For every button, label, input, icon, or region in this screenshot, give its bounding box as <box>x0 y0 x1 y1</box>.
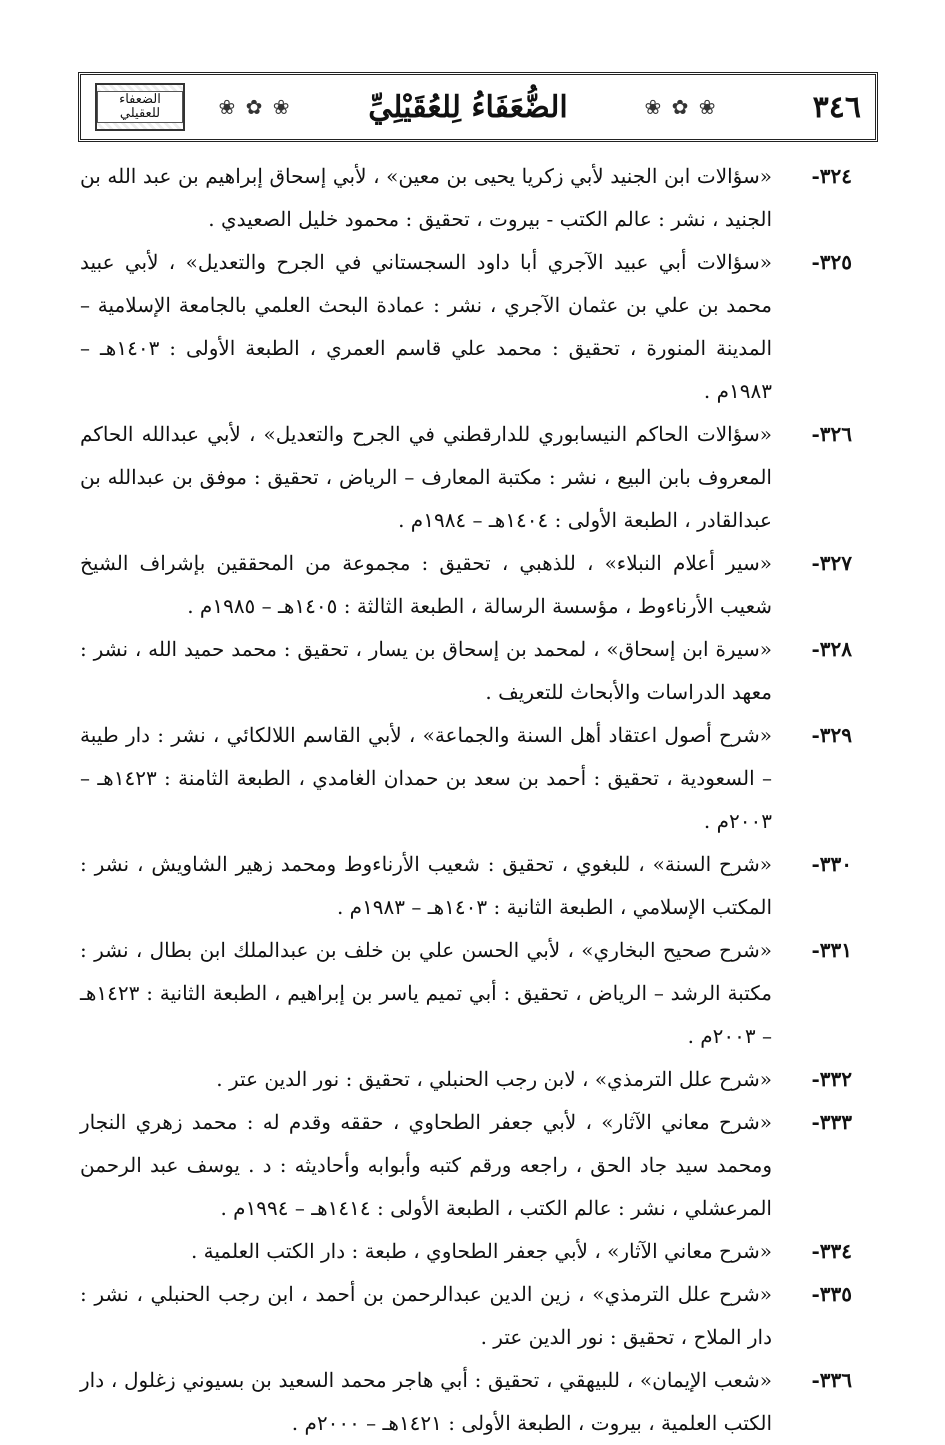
entry-text: «سيرة ابن إسحاق» ، لمحمد بن إسحاق بن يسار ، تحقيق : محمد حميد الله ، نشر : معهد الدراسات والأبحاث للتعريف . <box>80 637 772 704</box>
entry-number: ٣٢٥- <box>811 250 852 274</box>
entry-text: «شرح أصول اعتقاد أهل السنة والجماعة» ، لأبي القاسم اللالكائي ، نشر : دار طيبة – السعودية ، تحقيق : أحمد بن سعد بن حمدان الغامدي ، الطبعة الثامنة : ١٤٢٣هـ – ٢٠٠٣م . <box>80 723 772 833</box>
entry-number: ٣٢٤- <box>811 164 852 188</box>
entry-number: ٣٢٧- <box>811 551 852 575</box>
list-item <box>80 1359 850 1445</box>
entry-text: «شرح علل الترمذي» ، زين الدين عبدالرحمن بن أحمد ، ابن رجب الحنبلي ، نشر : دار الملاح ، تحقيق : نور الدين عتر . <box>80 1282 772 1349</box>
entry-text: «سؤالات أبي عبيد الآجري أبا داود السجستاني في الجرح والتعديل» ، لأبي عبيد محمد بن علي بن عثمان الآجري ، نشر : عمادة البحث العلمي بالجامعة الإسلامية – المدينة المنورة ، تحقيق : محمد علي قاسم العمري ، الطبعة الأولى : ١٤٠٣هـ – ١٩٨٣م . <box>80 250 773 403</box>
ornament-icon: ❀ ✿ ❀ <box>218 95 292 119</box>
book-emblem <box>95 83 185 131</box>
list-item <box>80 843 850 929</box>
entry-text: «سير أعلام النبلاء» ، للذهبي ، تحقيق : مجموعة من المحققين بإشراف الشيخ شعيب الأرناءوط ، مؤسسة الرسالة ، الطبعة الثالثة : ١٤٠٥هـ – ١٩٨٥م . <box>80 551 772 618</box>
entry-number: ٣٢٩- <box>811 723 852 747</box>
bibliography-list <box>80 155 850 1445</box>
list-item <box>80 714 850 843</box>
entry-number: ٣٣١- <box>811 938 852 962</box>
entry-text: «شرح صحيح البخاري» ، لأبي الحسن علي بن خلف بن عبدالملك ابن بطال ، نشر : مكتبة الرشد – الرياض ، تحقيق : أبي تميم ياسر بن إبراهيم ، الطبعة الثانية : ١٤٢٣هـ – ٢٠٠٣م . <box>80 938 772 1048</box>
entry-text: «شرح علل الترمذي» ، لابن رجب الحنبلي ، تحقيق : نور الدين عتر . <box>216 1067 772 1091</box>
entry-text: «شعب الإيمان» ، للبيهقي ، تحقيق : أبي هاجر محمد السعيد بن بسيوني زغلول ، دار الكتب العلمية ، بيروت ، الطبعة الأولى : ١٤٢١هـ – ٢٠٠٠م . <box>80 1368 772 1435</box>
list-item <box>80 1230 850 1273</box>
entry-number: ٣٢٦- <box>811 422 852 446</box>
page-number: ٣٤٦ <box>812 89 861 125</box>
list-item <box>80 241 850 413</box>
book-emblem-label: الضعفاء للعقيلي <box>97 91 183 123</box>
entry-text: «شرح معاني الآثار» ، لأبي جعفر الطحاوي ، طبعة : دار الكتب العلمية . <box>190 1239 772 1263</box>
list-item <box>80 542 850 628</box>
running-header <box>78 72 878 142</box>
page-title: الضُّعَفَاءُ لِلعُقَيْلِيِّ <box>368 89 568 125</box>
entry-number: ٣٣٥- <box>811 1282 852 1306</box>
entry-number: ٣٢٨- <box>811 637 852 661</box>
entry-number: ٣٣٢- <box>811 1067 852 1091</box>
entry-number: ٣٣٤- <box>811 1239 852 1263</box>
entry-text: «شرح السنة» ، للبغوي ، تحقيق : شعيب الأرناءوط ومحمد زهير الشاويش ، نشر : المكتب الإسلامي ، الطبعة الثانية : ١٤٠٣هـ – ١٩٨٣م . <box>80 852 772 919</box>
list-item <box>80 628 850 714</box>
list-item <box>80 413 850 542</box>
ornament-icon: ❀ ✿ ❀ <box>644 95 718 119</box>
entry-number: ٣٣٠- <box>811 852 852 876</box>
list-item <box>80 1101 850 1230</box>
entry-number: ٣٣٦- <box>811 1368 852 1392</box>
list-item <box>80 929 850 1058</box>
entry-number: ٣٣٣- <box>811 1110 852 1134</box>
list-item <box>80 1273 850 1359</box>
entry-text: «سؤالات ابن الجنيد لأبي زكريا يحيى بن معين» ، لأبي إسحاق إبراهيم بن عبد الله بن الجنيد ، نشر : عالم الكتب - بيروت ، تحقيق : محمود خليل الصعيدي . <box>80 164 772 231</box>
list-item <box>80 155 850 241</box>
entry-text: «شرح معاني الآثار» ، لأبي جعفر الطحاوي ، حققه وقدم له : محمد زهري النجار ومحمد سيد جاد الحق ، راجعه ورقم كتبه وأبوابه وأحاديثه : د . يوسف عبد الرحمن المرعشلي ، نشر : عالم الكتب ، الطبعة الأولى : ١٤١٤هـ – ١٩٩٤م . <box>80 1110 772 1220</box>
entry-text: «سؤالات الحاكم النيسابوري للدارقطني في الجرح والتعديل» ، لأبي عبدالله الحاكم المعروف بابن البيع ، نشر : مكتبة المعارف – الرياض ، تحقيق : موفق بن عبدالله بن عبدالقادر ، الطبعة الأولى : ١٤٠٤هـ – ١٩٨٤م . <box>80 422 772 532</box>
list-item <box>80 1058 850 1101</box>
